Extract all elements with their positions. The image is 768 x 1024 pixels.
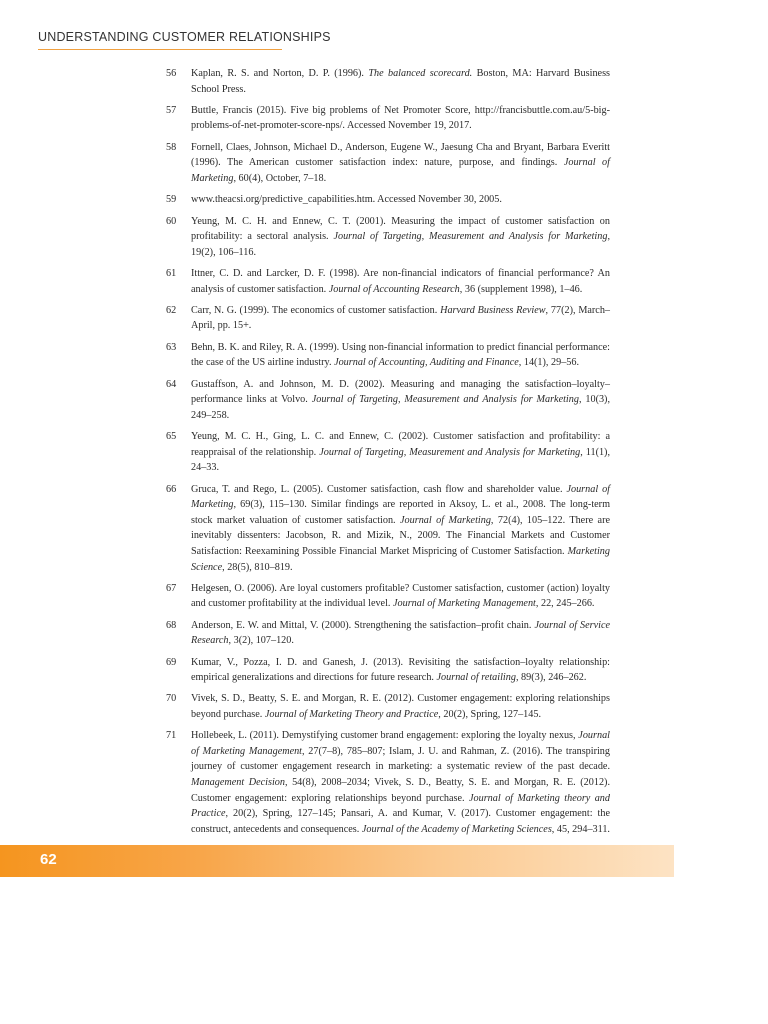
reference-list: [166, 66, 610, 880]
reference-text-segment: Anderson, E. W. and Mittal, V. (2000). Strengthening the satisfaction–profit chain.: [191, 619, 535, 631]
reference-text-segment: , 10(3), 249–258.: [191, 394, 610, 421]
reference-number: 64: [166, 378, 177, 390]
reference-item: [166, 266, 610, 297]
reference-source-title: Journal of Accounting Research: [328, 283, 460, 295]
reference-item: [166, 482, 610, 576]
reference-text: [191, 266, 610, 297]
reference-number: 66: [166, 483, 177, 495]
reference-text-segment: , 69(3), 115–130. Similar findings are reported in Aksoy, L. et al., 2008. The long-term stock market valuation of customer satisfaction.: [191, 499, 610, 526]
reference-text: [191, 618, 610, 649]
reference-text-segment: , 36 (supplement 1998), 1–46.: [459, 283, 583, 295]
reference-text-segment: Buttle, Francis (2015). Five big problems of Net Promoter Score, http://francisbuttle.com.au/5-big-problems-of-net-promoter-score-nps/. Accessed November 19, 2017.: [191, 104, 610, 132]
footer-band: [0, 845, 674, 877]
reference-text-segment: , 45, 294–311.: [551, 823, 610, 835]
reference-text-segment: , 20(2), Spring, 127–145.: [438, 709, 542, 720]
reference-item: [166, 618, 610, 649]
reference-text: [191, 377, 610, 424]
reference-text-segment: , 72(4), 105–122. There are inevitably dissenters: Jacobson, R. and Mizik, N., 2009. The Financial Markets and Customer Satisfaction: Reexamining Possible Financial Market Mispricing of Customer Satisfaction.: [191, 514, 610, 557]
reference-text-segment: Behn, B. K. and Riley, R. A. (1999). Using non-financial information to predict financial performance: the case of the US airline industry.: [191, 341, 610, 369]
reference-item: [166, 691, 610, 722]
reference-source-title: Journal of Accounting, Auditing and Finance: [334, 357, 519, 369]
reference-text-segment: , 89(3), 246–262.: [515, 672, 587, 684]
reference-source-title: Journal of Targeting, Measurement and Analysis for Marketing: [333, 231, 608, 243]
reference-item: [166, 303, 610, 334]
reference-text-segment: Helgesen, O. (2006). Are loyal customers profitable? Customer satisfaction, customer (action) loyalty and customer profitability at the individual level.: [191, 582, 610, 610]
reference-text-segment: , 19(2), 106–116.: [191, 231, 610, 258]
reference-text-segment: Kumar, V., Pozza, I. D. and Ganesh, J. (2013). Revisiting the satisfaction–loyalty relationship: empirical generalizations and directions for future research.: [191, 656, 610, 684]
reference-text: [191, 214, 610, 261]
reference-source-title: Journal of Service Research: [191, 619, 611, 647]
reference-text-segment: Hollebeek, L. (2011). Demystifying customer brand engagement: exploring the loyalty nexus,: [191, 730, 579, 742]
reference-number: 70: [166, 693, 177, 705]
reference-number: 68: [166, 619, 177, 631]
reference-text-segment: Yeung, M. C. H., Ging, L. C. and Ennew, C. (2002). Customer satisfaction and profitability: a reappraisal of the relationship.: [191, 431, 610, 458]
reference-text: [191, 66, 610, 97]
reference-source-title: Journal of retailing: [436, 672, 516, 684]
reference-item: [166, 581, 610, 612]
reference-number: 63: [166, 341, 177, 353]
reference-source-title: Journal of the Academy of Marketing Sciences: [361, 823, 552, 835]
reference-text: [191, 655, 610, 686]
reference-number: 61: [166, 267, 177, 279]
reference-text-segment: , 11(1), 24–33.: [191, 446, 610, 474]
page-number: 62: [40, 851, 57, 868]
reference-text-segment: Vivek, S. D., Beatty, S. E. and Morgan, R. E. (2012). Customer engagement: exploring relationships beyond purchase.: [191, 693, 610, 720]
reference-text-segment: , 22, 245–266.: [535, 598, 595, 610]
reference-text: [191, 103, 610, 134]
reference-text: [191, 429, 610, 476]
reference-text-segment: , 28(5), 810–819.: [222, 561, 293, 573]
reference-item: [166, 728, 610, 837]
reference-text-segment: www.theacsi.org/predictive_capabilities.htm. Accessed November 30, 2005.: [191, 194, 502, 206]
reference-text-segment: Ittner, C. D. and Larcker, D. F. (1998). Are non-financial indicators of financial performance? An analysis of customer satisfaction.: [191, 267, 610, 295]
reference-text-segment: Kaplan, R. S. and Norton, D. P. (1996).: [191, 68, 369, 79]
reference-text-segment: , 14(1), 29–56.: [518, 357, 580, 369]
reference-source-title: Journal of Marketing theory and Practice: [191, 792, 610, 820]
reference-item: [166, 66, 610, 97]
reference-number: 69: [166, 656, 177, 668]
reference-source-title: Marketing Science: [191, 545, 610, 573]
reference-source-title: Journal of Marketing: [191, 483, 610, 511]
reference-number: 65: [166, 431, 177, 443]
reference-source-title: Journal of Marketing: [400, 514, 491, 526]
reference-number: 67: [166, 582, 177, 594]
header-rule: [38, 49, 282, 50]
reference-number: 59: [166, 194, 177, 206]
reference-text-segment: Fornell, Claes, Johnson, Michael D., Anderson, Eugene W., Jaesung Cha and Bryant, Barbara Everitt (1996). The American customer satisfaction index: nature, purpose, and findings.: [191, 141, 610, 169]
reference-text-segment: , 60(4), October, 7–18.: [233, 172, 327, 184]
reference-text-segment: , 27(7–8), 785–807; Islam, J. U. and Rahman, Z. (2016). The transpiring journey of customer engagement research in marketing: a systematic review of the past decade.: [191, 745, 610, 773]
reference-source-title: The balanced scorecard.: [368, 68, 473, 79]
reference-number: 58: [166, 141, 177, 153]
reference-item: [166, 377, 610, 424]
reference-item: [166, 140, 610, 187]
reference-text-segment: Gruca, T. and Rego, L. (2005). Customer satisfaction, cash flow and shareholder value.: [191, 483, 567, 495]
reference-item: [166, 214, 610, 261]
running-header: UNDERSTANDING CUSTOMER RELATIONSHIPS: [38, 30, 331, 44]
reference-text-segment: Yeung, M. C. H. and Ennew, C. T. (2001). Measuring the impact of customer satisfaction on profitability: a sectoral analysis.: [191, 215, 610, 243]
reference-text: [191, 691, 610, 722]
reference-text: [191, 192, 610, 208]
reference-number: 71: [166, 730, 177, 742]
reference-text-segment: Carr, N. G. (1999). The economics of customer satisfaction.: [191, 304, 441, 316]
reference-source-title: Harvard Business Review: [440, 304, 546, 316]
reference-text-segment: Gustaffson, A. and Johnson, M. D. (2002). Measuring and managing the satisfaction–loyalty–performance links at Volvo.: [191, 378, 610, 406]
reference-source-title: Journal of Marketing: [191, 157, 610, 184]
reference-item: [166, 429, 610, 476]
reference-number: 60: [166, 215, 177, 227]
reference-text-segment: , 77(2), March–April, pp. 15+.: [191, 304, 611, 332]
reference-item: [166, 103, 610, 134]
reference-text: [191, 140, 610, 187]
reference-source-title: Journal of Marketing Management: [191, 730, 610, 757]
reference-item: [166, 655, 610, 686]
reference-source-title: Journal of Marketing Theory and Practice: [264, 709, 439, 720]
reference-number: 62: [166, 304, 177, 316]
reference-source-title: Journal of Targeting, Measurement and Analysis for Marketing: [319, 446, 581, 458]
reference-text: [191, 728, 610, 837]
reference-number: 56: [166, 68, 177, 79]
reference-text-segment: , 54(8), 2008–2034; Vivek, S. D., Beatty, S. E. and Morgan, R. E. (2012). Customer engagement: exploring relationships beyond purchase.: [191, 777, 611, 804]
reference-source-title: Journal of Marketing Management: [393, 598, 536, 610]
reference-item: [166, 192, 610, 208]
reference-item: [166, 340, 610, 371]
reference-text: [191, 303, 610, 334]
reference-text: [191, 581, 610, 612]
reference-source-title: Management Decision: [191, 777, 285, 789]
reference-text: [191, 340, 610, 371]
reference-text-segment: , 3(2), 107–120.: [228, 635, 294, 647]
reference-number: 57: [166, 104, 177, 116]
reference-text-segment: , 20(2), Spring, 127–145; Pansari, A. and Kumar, V. (2017). Customer engagement: the construct, antecedents and consequences.: [191, 808, 610, 835]
reference-text: [191, 482, 610, 576]
reference-source-title: Journal of Targeting, Measurement and Analysis for Marketing: [311, 394, 579, 406]
reference-text-segment: Boston, MA: Harvard Business School Press.: [191, 68, 610, 95]
